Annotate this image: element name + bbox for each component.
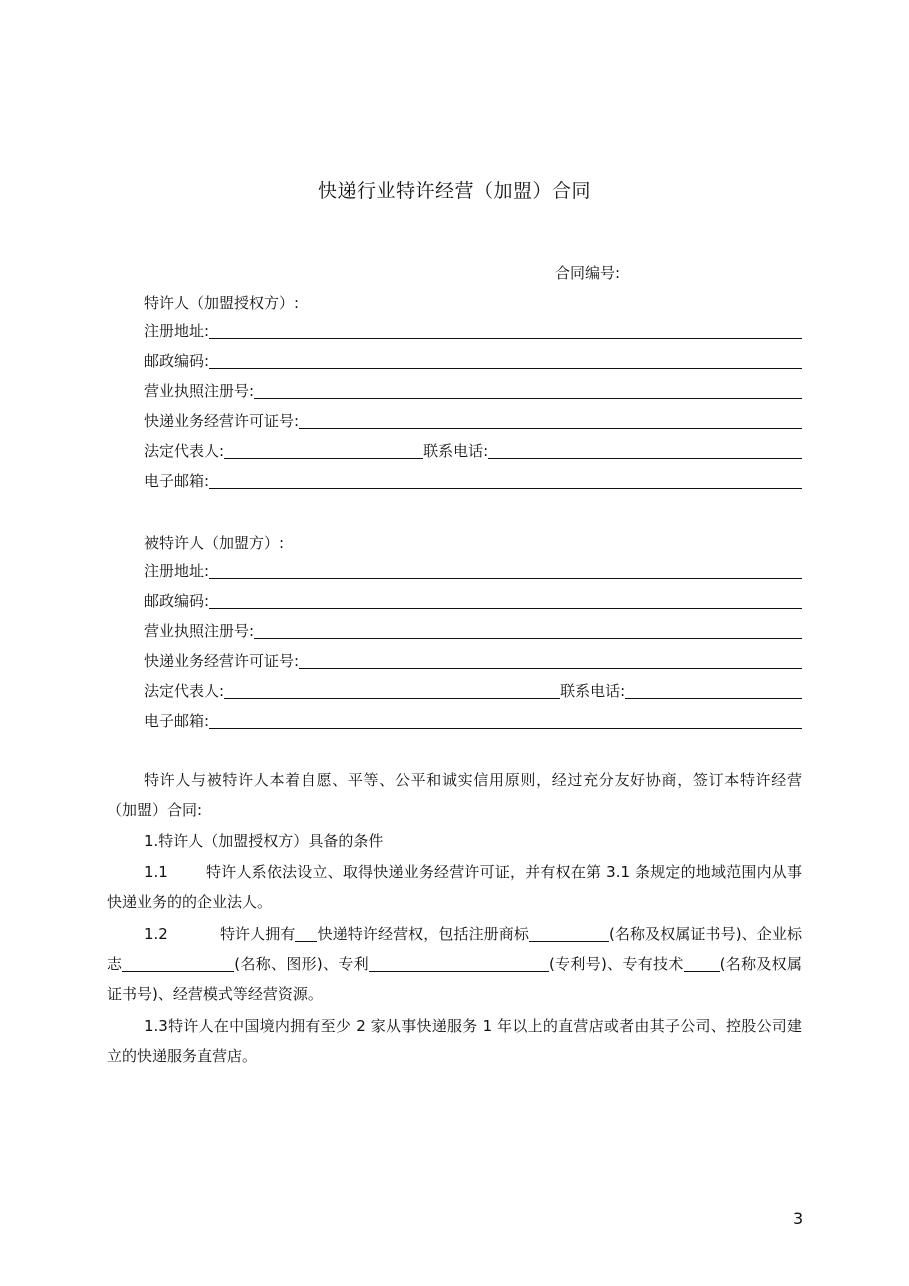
- franchisor-license-field[interactable]: [144, 379, 802, 401]
- field-label: 电子邮箱:: [144, 472, 210, 490]
- field-label: 邮政编码:: [144, 592, 210, 610]
- franchisee-address-field[interactable]: [144, 559, 802, 581]
- field-label: 联系电话:: [560, 682, 626, 700]
- fill-line[interactable]: [209, 322, 802, 339]
- field-label: 电子邮箱:: [144, 712, 210, 730]
- fill-line[interactable]: [224, 682, 560, 699]
- field-label: 营业执照注册号:: [144, 622, 255, 640]
- clause-text: (名称、图形)、专利: [234, 955, 369, 973]
- fill-blank[interactable]: [684, 954, 720, 972]
- field-label: 法定代表人:: [144, 682, 225, 700]
- fill-line[interactable]: [254, 622, 802, 639]
- clause-1-2: [107, 919, 802, 1009]
- fill-line[interactable]: [209, 592, 802, 609]
- clause-text: (专利号)、专有技术: [548, 955, 684, 973]
- clause-text: (名称及权属证书号)、经营模式等经营资源。: [107, 955, 802, 1003]
- field-label: 联系电话:: [423, 442, 489, 460]
- franchisee-postcode-field[interactable]: [144, 589, 802, 611]
- fill-line[interactable]: [625, 682, 802, 699]
- franchisee-heading: 被特许人（加盟方）:: [144, 534, 285, 552]
- clause-text: 特许人系依法设立、取得快递业务经营许可证，并有权在第 3.1 条规定的地域范围内从事快递业务的的企业法人。: [107, 863, 802, 911]
- clause-1-1: [107, 857, 802, 917]
- clause-text: 特许人拥有: [219, 925, 296, 943]
- franchisor-rep-phone-field[interactable]: [144, 439, 802, 461]
- fill-line[interactable]: [209, 712, 802, 729]
- fill-blank[interactable]: [295, 924, 317, 942]
- franchisor-address-field[interactable]: [144, 319, 802, 341]
- field-label: 注册地址:: [144, 322, 210, 340]
- fill-blank[interactable]: [369, 954, 549, 972]
- franchisee-email-field[interactable]: [144, 709, 802, 731]
- field-label: 营业执照注册号:: [144, 382, 255, 400]
- fill-line[interactable]: [224, 442, 423, 459]
- field-label: 快递业务经营许可证号:: [144, 412, 300, 430]
- page-number: 3: [793, 1209, 804, 1228]
- field-label: 快递业务经营许可证号:: [144, 652, 300, 670]
- fill-line[interactable]: [209, 472, 802, 489]
- field-label: 注册地址:: [144, 562, 210, 580]
- fill-line[interactable]: [209, 352, 802, 369]
- fill-line[interactable]: [254, 382, 802, 399]
- field-label: 法定代表人:: [144, 442, 225, 460]
- fill-line[interactable]: [299, 652, 802, 669]
- clause-text: 快递特许经营权，包括注册商标: [317, 925, 529, 943]
- franchisee-license-field[interactable]: [144, 619, 802, 641]
- fill-line[interactable]: [209, 562, 802, 579]
- franchisor-email-field[interactable]: [144, 469, 802, 491]
- franchisee-permit-field[interactable]: [144, 649, 802, 671]
- franchisee-rep-phone-field[interactable]: [144, 679, 802, 701]
- fill-blank[interactable]: [529, 924, 609, 942]
- intro-paragraph: 特许人与被特许人本着自愿、平等、公平和诚实信用原则，经过充分友好协商，签订本特许经营（加盟）合同:: [107, 771, 802, 819]
- clause-text: (名称及权属证书号)、企业标志: [107, 925, 802, 973]
- clause-number: 1.2: [144, 925, 168, 943]
- fill-line[interactable]: [488, 442, 802, 459]
- section-1-heading: 1.特许人（加盟授权方）具备的条件: [144, 832, 384, 850]
- contract-number-label: 合同编号:: [555, 264, 621, 282]
- clause-1-3: 1.3特许人在中国境内拥有至少 2 家从事快递服务 1 年以上的直营店或者由其子公司、控股公司建立的快递服务直营店。: [107, 1017, 802, 1065]
- field-label: 邮政编码:: [144, 352, 210, 370]
- clause-number: 1.1: [144, 863, 168, 881]
- fill-line[interactable]: [299, 412, 802, 429]
- franchisor-postcode-field[interactable]: [144, 349, 802, 371]
- franchisor-permit-field[interactable]: [144, 409, 802, 431]
- document-title: 快递行业特许经营（加盟）合同: [317, 180, 591, 202]
- franchisor-heading: 特许人（加盟授权方）:: [144, 294, 300, 312]
- fill-blank[interactable]: [122, 954, 234, 972]
